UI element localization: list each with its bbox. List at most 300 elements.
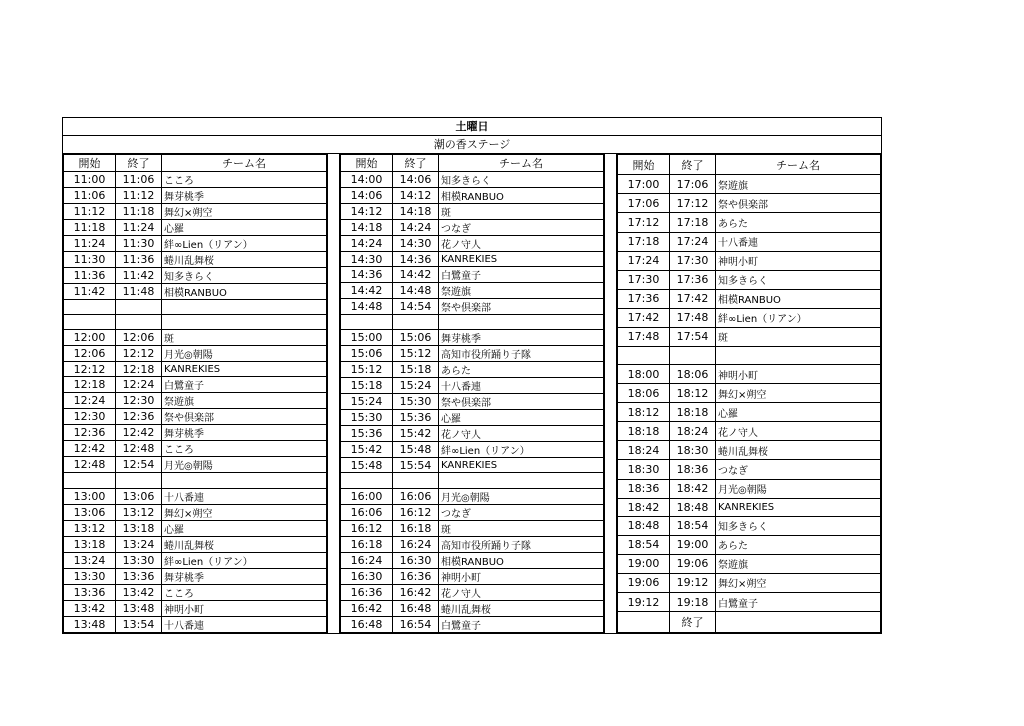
start-time-cell xyxy=(618,346,670,364)
team-name-cell: 絆∞Lien（リアン） xyxy=(716,308,881,327)
team-name-cell: 斑 xyxy=(439,520,604,536)
table-row xyxy=(341,378,604,394)
end-time-cell: 14:24 xyxy=(393,220,439,236)
team-name-cell: 斑 xyxy=(439,204,604,220)
end-time-cell: 19:18 xyxy=(670,592,716,611)
end-time-cell: 14:36 xyxy=(393,252,439,267)
table-row xyxy=(64,552,327,568)
table-row xyxy=(341,188,604,204)
team-name-cell: 知多きらく xyxy=(162,268,327,284)
start-time-cell: 19:06 xyxy=(618,573,670,592)
start-time-cell xyxy=(341,315,393,330)
table-row xyxy=(618,365,881,384)
end-time-cell: 15:18 xyxy=(393,362,439,378)
end-time-cell: 17:42 xyxy=(670,289,716,308)
end-time-cell xyxy=(670,346,716,364)
end-time-cell: 13:06 xyxy=(116,488,162,504)
table-row xyxy=(341,536,604,552)
end-time-cell: 15:48 xyxy=(393,442,439,458)
end-time-cell: 19:06 xyxy=(670,554,716,573)
end-time-cell xyxy=(393,315,439,330)
start-time-cell: 18:54 xyxy=(618,535,670,554)
table-row xyxy=(64,568,327,584)
start-time-cell: 14:42 xyxy=(341,283,393,299)
end-row xyxy=(618,612,881,633)
end-time-cell: 18:24 xyxy=(670,422,716,441)
table-row xyxy=(618,516,881,535)
start-time-cell: 16:24 xyxy=(341,552,393,568)
schedule-block-3 xyxy=(617,154,881,633)
end-time-cell: 17:18 xyxy=(670,213,716,232)
start-time-cell: 12:18 xyxy=(64,377,116,393)
start-time-cell: 12:00 xyxy=(64,330,116,346)
team-name-cell: 十八番連 xyxy=(162,616,327,632)
team-name-cell: 舞芽桃季 xyxy=(162,425,327,441)
team-name-cell: 月光◎朝陽 xyxy=(439,488,604,504)
start-time-cell: 18:06 xyxy=(618,384,670,403)
end-time-cell: 14:30 xyxy=(393,236,439,252)
start-time-cell: 15:24 xyxy=(341,394,393,410)
team-name-cell: KANREKIES xyxy=(439,458,604,473)
table-row xyxy=(64,409,327,425)
end-time-cell: 15:12 xyxy=(393,346,439,362)
end-time-cell: 16:24 xyxy=(393,536,439,552)
team-name-cell: 知多きらく xyxy=(716,516,881,535)
start-time-cell: 15:00 xyxy=(341,330,393,346)
end-time-cell: 11:12 xyxy=(116,188,162,204)
team-name-cell: 祭遊旗 xyxy=(716,554,881,573)
start-time-cell: 11:12 xyxy=(64,204,116,220)
team-name-cell: 舞芽桃季 xyxy=(162,188,327,204)
table-row xyxy=(341,504,604,520)
table-row xyxy=(341,299,604,315)
table-row xyxy=(618,270,881,289)
start-time-cell: 16:42 xyxy=(341,600,393,616)
table-row xyxy=(341,552,604,568)
schedule-sheet xyxy=(62,117,882,634)
end-time-cell: 14:42 xyxy=(393,267,439,283)
day-title: 土曜日 xyxy=(63,118,881,136)
team-name-cell: 斑 xyxy=(162,330,327,346)
start-time-cell: 17:24 xyxy=(618,251,670,270)
end-time-cell: 12:12 xyxy=(116,346,162,362)
start-time-cell: 15:48 xyxy=(341,458,393,473)
end-time-cell: 13:36 xyxy=(116,568,162,584)
table-row xyxy=(341,600,604,616)
end-time-cell: 14:06 xyxy=(393,172,439,188)
start-column-header: 開始 xyxy=(341,155,393,172)
end-time-cell: 14:54 xyxy=(393,299,439,315)
end-time-cell: 17:12 xyxy=(670,194,716,213)
table-row xyxy=(64,377,327,393)
table-row xyxy=(618,592,881,611)
start-time-cell: 13:24 xyxy=(64,552,116,568)
table-row xyxy=(618,403,881,422)
team-name-cell: 相模RANBUO xyxy=(439,188,604,204)
team-name-cell: 相模RANBUO xyxy=(439,552,604,568)
column-separator xyxy=(604,154,617,633)
start-time-cell: 13:12 xyxy=(64,520,116,536)
team-name-cell: 蜷川乱舞桜 xyxy=(716,441,881,460)
team-name-cell: 花ノ守人 xyxy=(439,426,604,442)
table-row xyxy=(341,252,604,267)
table-row xyxy=(64,204,327,220)
blank-cell xyxy=(716,612,881,633)
start-time-cell: 13:18 xyxy=(64,536,116,552)
start-time-cell: 17:48 xyxy=(618,327,670,346)
end-time-cell: 12:36 xyxy=(116,409,162,425)
start-time-cell: 18:12 xyxy=(618,403,670,422)
end-time-cell xyxy=(116,300,162,315)
table-row xyxy=(64,488,327,504)
team-name-cell: つなぎ xyxy=(439,220,604,236)
team-name-cell: 蜷川乱舞桜 xyxy=(162,252,327,268)
start-time-cell xyxy=(341,473,393,488)
team-name-cell: 十八番連 xyxy=(162,488,327,504)
table-row xyxy=(341,584,604,600)
start-time-cell: 16:00 xyxy=(341,488,393,504)
table-row xyxy=(341,426,604,442)
table-row xyxy=(618,327,881,346)
end-time-cell: 18:36 xyxy=(670,460,716,479)
table-row xyxy=(341,442,604,458)
end-time-cell: 18:12 xyxy=(670,384,716,403)
start-time-cell: 12:36 xyxy=(64,425,116,441)
team-name-cell: こころ xyxy=(162,584,327,600)
team-name-cell: 蜷川乱舞桜 xyxy=(439,600,604,616)
table-row xyxy=(618,175,881,194)
start-time-cell: 16:48 xyxy=(341,616,393,632)
end-time-cell: 17:48 xyxy=(670,308,716,327)
team-name-cell: 神明小町 xyxy=(716,251,881,270)
team-name-cell: 斑 xyxy=(716,327,881,346)
team-name-cell: 知多きらく xyxy=(439,172,604,188)
start-time-cell: 11:06 xyxy=(64,188,116,204)
team-name-cell: 知多きらく xyxy=(716,270,881,289)
team-name-cell: 心羅 xyxy=(162,220,327,236)
start-time-cell: 14:36 xyxy=(341,267,393,283)
start-time-cell: 12:12 xyxy=(64,362,116,377)
table-row xyxy=(64,584,327,600)
team-name-cell xyxy=(162,315,327,330)
team-name-cell xyxy=(162,473,327,488)
team-name-cell: 高知市役所踊り子隊 xyxy=(439,536,604,552)
table-row xyxy=(341,346,604,362)
table-row xyxy=(341,488,604,504)
table-row xyxy=(618,251,881,270)
team-name-cell: 祭や倶楽部 xyxy=(716,194,881,213)
table-row xyxy=(64,284,327,300)
table-row xyxy=(64,504,327,520)
start-time-cell: 15:30 xyxy=(341,410,393,426)
table-row xyxy=(618,346,881,364)
end-time-cell: 13:30 xyxy=(116,552,162,568)
start-time-cell: 13:06 xyxy=(64,504,116,520)
table-row xyxy=(341,394,604,410)
start-time-cell: 18:30 xyxy=(618,460,670,479)
table-row xyxy=(618,384,881,403)
start-time-cell: 15:36 xyxy=(341,426,393,442)
end-time-cell: 16:54 xyxy=(393,616,439,632)
end-time-cell: 19:00 xyxy=(670,535,716,554)
table-row xyxy=(341,458,604,473)
table-row xyxy=(64,457,327,473)
end-time-cell xyxy=(393,473,439,488)
table-row xyxy=(341,236,604,252)
start-time-cell: 12:06 xyxy=(64,346,116,362)
end-time-cell: 17:54 xyxy=(670,327,716,346)
table-row xyxy=(64,393,327,409)
end-time-cell: 18:30 xyxy=(670,441,716,460)
start-time-cell: 18:24 xyxy=(618,441,670,460)
team-name-cell: 高知市役所踊り子隊 xyxy=(439,346,604,362)
table-row xyxy=(618,308,881,327)
team-name-cell: KANREKIES xyxy=(716,498,881,516)
end-time-cell: 13:48 xyxy=(116,600,162,616)
start-time-cell: 18:36 xyxy=(618,479,670,498)
end-time-cell xyxy=(116,473,162,488)
end-time-cell: 16:18 xyxy=(393,520,439,536)
start-time-cell: 12:24 xyxy=(64,393,116,409)
end-time-cell: 15:30 xyxy=(393,394,439,410)
team-name-cell: 蜷川乱舞桜 xyxy=(162,536,327,552)
table-row xyxy=(618,441,881,460)
team-name-cell: 白鷺童子 xyxy=(439,616,604,632)
end-time-cell: 11:36 xyxy=(116,252,162,268)
start-time-cell: 16:12 xyxy=(341,520,393,536)
end-time-cell: 11:48 xyxy=(116,284,162,300)
start-time-cell: 14:48 xyxy=(341,299,393,315)
team-name-cell: 花ノ守人 xyxy=(439,236,604,252)
end-time-cell: 12:06 xyxy=(116,330,162,346)
start-time-cell: 11:30 xyxy=(64,252,116,268)
table-row xyxy=(341,330,604,346)
team-name-cell: こころ xyxy=(162,172,327,188)
table-row xyxy=(618,289,881,308)
end-time-cell: 13:24 xyxy=(116,536,162,552)
start-time-cell xyxy=(64,473,116,488)
team-name-cell: 祭遊旗 xyxy=(716,175,881,194)
team-name-cell xyxy=(716,346,881,364)
end-time-cell: 13:42 xyxy=(116,584,162,600)
team-name-cell: KANREKIES xyxy=(439,252,604,267)
table-row xyxy=(64,236,327,252)
start-time-cell: 18:48 xyxy=(618,516,670,535)
start-time-cell: 15:18 xyxy=(341,378,393,394)
table-row xyxy=(64,220,327,236)
start-time-cell: 12:48 xyxy=(64,457,116,473)
team-column-header: チーム名 xyxy=(162,155,327,172)
end-time-cell: 12:42 xyxy=(116,425,162,441)
team-name-cell: 絆∞Lien（リアン） xyxy=(439,442,604,458)
start-time-cell: 15:06 xyxy=(341,346,393,362)
start-time-cell: 13:36 xyxy=(64,584,116,600)
table-row xyxy=(618,213,881,232)
start-time-cell: 14:18 xyxy=(341,220,393,236)
end-column-header: 終了 xyxy=(393,155,439,172)
blank-cell xyxy=(618,612,670,633)
table-row xyxy=(64,441,327,457)
team-name-cell: 舞幻×朔空 xyxy=(162,504,327,520)
end-time-cell: 15:42 xyxy=(393,426,439,442)
end-time-cell: 14:48 xyxy=(393,283,439,299)
start-time-cell: 18:00 xyxy=(618,365,670,384)
end-time-cell: 17:24 xyxy=(670,232,716,251)
start-time-cell: 14:30 xyxy=(341,252,393,267)
start-time-cell: 12:30 xyxy=(64,409,116,425)
team-name-cell: 心羅 xyxy=(716,403,881,422)
end-time-cell: 13:54 xyxy=(116,616,162,632)
header-row xyxy=(64,155,327,172)
start-time-cell: 15:42 xyxy=(341,442,393,458)
end-time-cell: 14:18 xyxy=(393,204,439,220)
end-time-cell: 12:48 xyxy=(116,441,162,457)
start-time-cell: 14:24 xyxy=(341,236,393,252)
team-name-cell: 相模RANBUO xyxy=(162,284,327,300)
start-time-cell: 15:12 xyxy=(341,362,393,378)
team-column-header: チーム名 xyxy=(439,155,604,172)
table-row xyxy=(64,300,327,315)
start-time-cell: 13:00 xyxy=(64,488,116,504)
table-row xyxy=(341,220,604,236)
table-row xyxy=(64,425,327,441)
table-row xyxy=(64,172,327,188)
table-row xyxy=(341,616,604,632)
table-row xyxy=(341,315,604,330)
table-row xyxy=(618,194,881,213)
start-time-cell: 16:30 xyxy=(341,568,393,584)
team-name-cell: 相模RANBUO xyxy=(716,289,881,308)
start-time-cell: 12:42 xyxy=(64,441,116,457)
table-row xyxy=(341,520,604,536)
table-row xyxy=(618,460,881,479)
end-time-cell: 11:30 xyxy=(116,236,162,252)
end-time-cell: 17:36 xyxy=(670,270,716,289)
team-name-cell: 月光◎朝陽 xyxy=(162,457,327,473)
end-time-cell: 11:18 xyxy=(116,204,162,220)
team-name-cell: 祭や倶楽部 xyxy=(439,299,604,315)
start-time-cell xyxy=(64,300,116,315)
end-time-cell: 19:12 xyxy=(670,573,716,592)
end-time-cell: 16:12 xyxy=(393,504,439,520)
stage-title: 潮の香ステージ xyxy=(63,136,881,154)
end-time-cell: 12:24 xyxy=(116,377,162,393)
start-time-cell: 11:36 xyxy=(64,268,116,284)
end-time-cell: 12:54 xyxy=(116,457,162,473)
start-time-cell: 16:06 xyxy=(341,504,393,520)
start-time-cell: 13:42 xyxy=(64,600,116,616)
team-name-cell: こころ xyxy=(162,441,327,457)
team-name-cell: 十八番連 xyxy=(716,232,881,251)
end-time-cell: 18:06 xyxy=(670,365,716,384)
team-name-cell xyxy=(162,300,327,315)
end-time-cell: 15:54 xyxy=(393,458,439,473)
start-time-cell: 13:30 xyxy=(64,568,116,584)
team-name-cell: 月光◎朝陽 xyxy=(162,346,327,362)
end-time-cell: 18:48 xyxy=(670,498,716,516)
start-time-cell: 18:42 xyxy=(618,498,670,516)
team-name-cell: 舞芽桃季 xyxy=(439,330,604,346)
end-time-cell: 18:54 xyxy=(670,516,716,535)
start-time-cell: 17:12 xyxy=(618,213,670,232)
end-time-cell: 12:18 xyxy=(116,362,162,377)
end-time-cell: 18:42 xyxy=(670,479,716,498)
table-row xyxy=(341,204,604,220)
end-time-cell: 17:30 xyxy=(670,251,716,270)
end-time-cell: 12:30 xyxy=(116,393,162,409)
start-time-cell: 18:18 xyxy=(618,422,670,441)
schedule-block-2 xyxy=(340,154,604,633)
team-name-cell: 祭や倶楽部 xyxy=(439,394,604,410)
team-name-cell: 神明小町 xyxy=(162,600,327,616)
table-row xyxy=(341,283,604,299)
end-time-cell: 11:24 xyxy=(116,220,162,236)
start-time-cell: 14:00 xyxy=(341,172,393,188)
start-time-cell: 17:06 xyxy=(618,194,670,213)
end-time-cell: 16:06 xyxy=(393,488,439,504)
end-time-cell: 17:06 xyxy=(670,175,716,194)
team-name-cell: 花ノ守人 xyxy=(716,422,881,441)
table-row xyxy=(341,172,604,188)
team-name-cell: 神明小町 xyxy=(439,568,604,584)
start-time-cell: 17:18 xyxy=(618,232,670,251)
end-label: 終了 xyxy=(670,612,716,633)
table-row xyxy=(64,315,327,330)
team-name-cell: 絆∞Lien（リアン） xyxy=(162,236,327,252)
start-time-cell: 17:36 xyxy=(618,289,670,308)
table-row xyxy=(618,422,881,441)
start-time-cell: 14:12 xyxy=(341,204,393,220)
table-row xyxy=(341,267,604,283)
start-time-cell: 11:24 xyxy=(64,236,116,252)
team-name-cell: 花ノ守人 xyxy=(439,584,604,600)
table-row xyxy=(341,473,604,488)
table-row xyxy=(618,535,881,554)
table-row xyxy=(341,362,604,378)
end-time-cell xyxy=(116,315,162,330)
team-name-cell: 絆∞Lien（リアン） xyxy=(162,552,327,568)
table-row xyxy=(64,616,327,632)
table-row xyxy=(618,232,881,251)
table-row xyxy=(64,252,327,268)
start-time-cell: 17:42 xyxy=(618,308,670,327)
header-row xyxy=(618,155,881,175)
start-time-cell: 14:06 xyxy=(341,188,393,204)
team-name-cell: 祭や倶楽部 xyxy=(162,409,327,425)
team-name-cell: つなぎ xyxy=(716,460,881,479)
start-time-cell: 13:48 xyxy=(64,616,116,632)
start-time-cell xyxy=(64,315,116,330)
team-name-cell: 祭遊旗 xyxy=(439,283,604,299)
table-row xyxy=(341,410,604,426)
start-time-cell: 17:00 xyxy=(618,175,670,194)
team-name-cell: 神明小町 xyxy=(716,365,881,384)
schedule-columns xyxy=(63,154,881,633)
team-name-cell xyxy=(439,473,604,488)
end-time-cell: 15:06 xyxy=(393,330,439,346)
start-time-cell: 11:00 xyxy=(64,172,116,188)
table-row xyxy=(64,536,327,552)
team-name-cell: 舞幻×朔空 xyxy=(716,384,881,403)
team-name-cell: 舞幻×朔空 xyxy=(716,573,881,592)
end-column-header: 終了 xyxy=(116,155,162,172)
start-time-cell: 19:12 xyxy=(618,592,670,611)
end-time-cell: 15:24 xyxy=(393,378,439,394)
team-name-cell xyxy=(439,315,604,330)
team-name-cell: 祭遊旗 xyxy=(162,393,327,409)
start-time-cell: 19:00 xyxy=(618,554,670,573)
table-row xyxy=(64,346,327,362)
